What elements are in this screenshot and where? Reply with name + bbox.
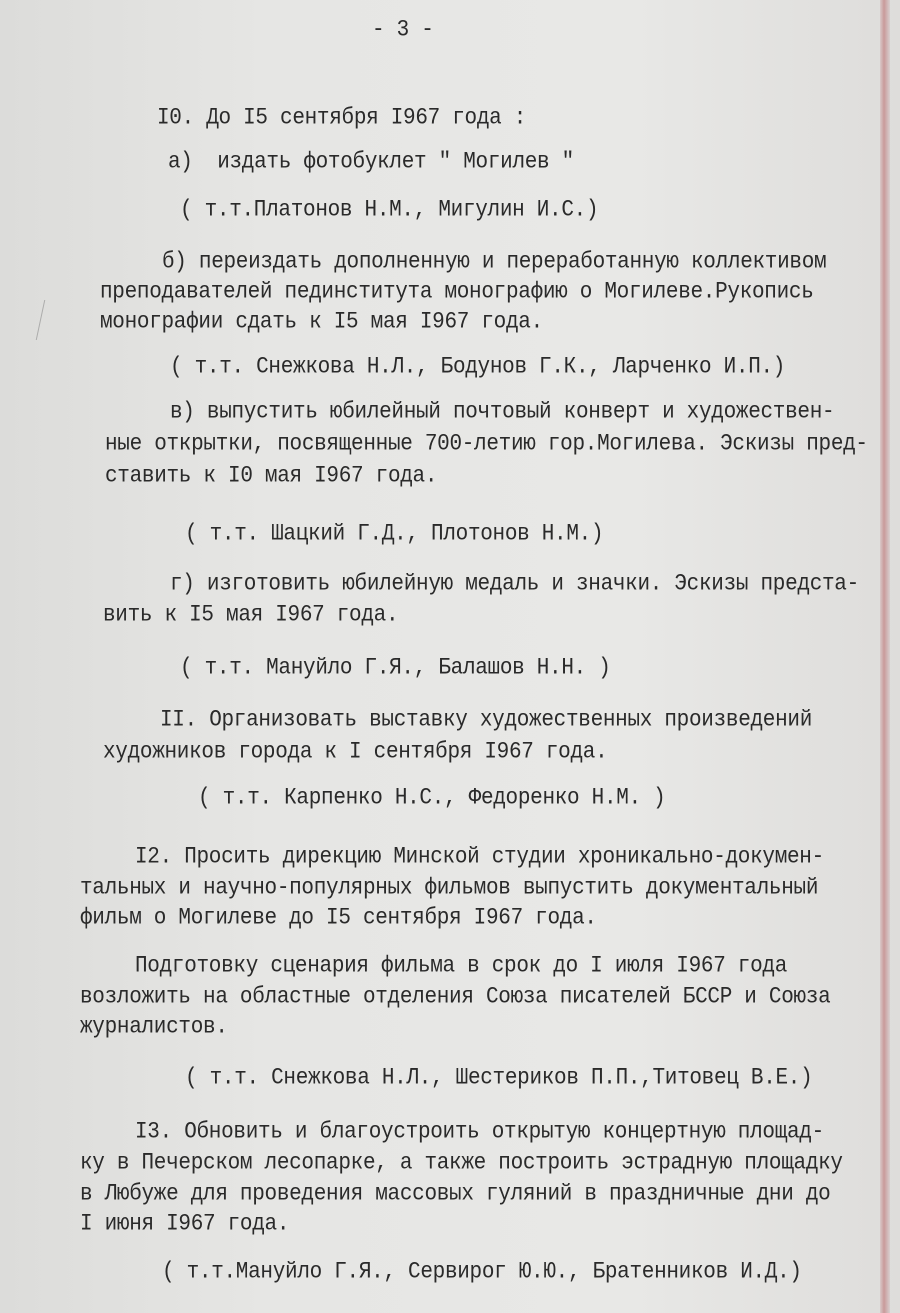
item-12-para2-line3: журналистов. bbox=[80, 1015, 228, 1041]
item-12-line2: тальных и научно-популярных фильмов выпустить документальный bbox=[80, 876, 819, 902]
item-11-line2: художников города к I сентября I967 года. bbox=[103, 740, 608, 766]
responsible-10b: ( т.т. Снежкова Н.Л., Бодунов Г.К., Ларченко И.П.) bbox=[170, 355, 786, 381]
responsible-10g: ( т.т. Мануйло Г.Я., Балашов Н.Н. ) bbox=[180, 656, 611, 682]
item-11-line1: II. Организовать выставку художественных произведений bbox=[160, 708, 813, 734]
item-10g-line2: вить к I5 мая I967 года. bbox=[103, 603, 399, 629]
item-12-para2-line2: возложить на областные отделения Союза писателей БССР и Союза bbox=[80, 985, 831, 1011]
responsible-12: ( т.т. Снежкова Н.Л., Шестериков П.П.,Титовец В.Е.) bbox=[185, 1066, 813, 1092]
handwritten-mark bbox=[36, 300, 60, 340]
item-10v-line2: ные открытки, посвященные 700-летию гор.Могилева. Эскизы пред- bbox=[105, 432, 868, 458]
item-13-line2: ку в Печерском лесопарке, а также построить эстрадную площадку bbox=[80, 1151, 843, 1177]
responsible-10a: ( т.т.Платонов Н.М., Мигулин И.С.) bbox=[180, 198, 599, 224]
item-10b-line1: б) переиздать дополненную и переработанную коллективом bbox=[162, 250, 827, 276]
item-10b-line2: преподавателей пединститута монографию о Могилеве.Рукопись bbox=[100, 280, 814, 306]
item-10v-line1: в) выпустить юбилейный почтовый конверт и художествен- bbox=[170, 400, 835, 426]
item-10b-line3: монографии сдать к I5 мая I967 года. bbox=[100, 310, 543, 336]
item-10v-line3: ставить к I0 мая I967 года. bbox=[105, 464, 438, 490]
item-13-line3: в Любуже для проведения массовых гуляний в праздничные дни до bbox=[80, 1182, 831, 1208]
item-10a: а) издать фотобуклет " Могилев " bbox=[168, 150, 574, 176]
item-12-line1: I2. Просить дирекцию Минской студии хроникально-докумен- bbox=[135, 845, 824, 871]
page-number: - 3 - bbox=[372, 18, 434, 44]
item-10-heading: I0. До I5 сентября I967 года : bbox=[157, 106, 527, 132]
responsible-11: ( т.т. Карпенко Н.С., Федоренко Н.М. ) bbox=[198, 786, 666, 812]
item-12-line3: фильм о Могилеве до I5 сентября I967 года. bbox=[80, 906, 597, 932]
item-12-para2-line1: Подготовку сценария фильма в срок до I июля I967 года bbox=[135, 954, 788, 980]
item-10g-line1: г) изготовить юбилейную медаль и значки. Эскизы предста- bbox=[170, 572, 859, 598]
page-edge bbox=[880, 0, 890, 1313]
responsible-10v: ( т.т. Шацкий Г.Д., Плотонов Н.М.) bbox=[185, 522, 604, 548]
item-13-line4: I июня I967 года. bbox=[80, 1212, 290, 1238]
responsible-13: ( т.т.Мануйло Г.Я., Сервирог Ю.Ю., Братенников И.Д.) bbox=[162, 1260, 802, 1286]
item-13-line1: I3. Обновить и благоустроить открытую концертную площад- bbox=[135, 1120, 824, 1146]
